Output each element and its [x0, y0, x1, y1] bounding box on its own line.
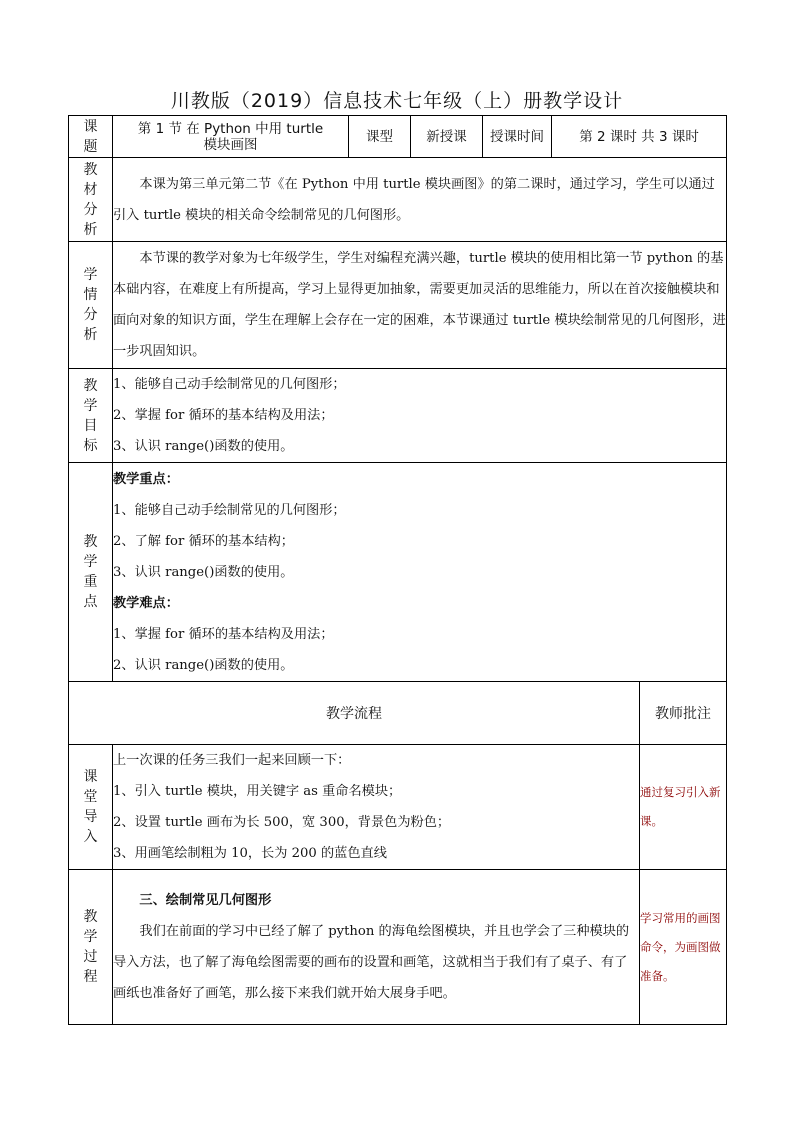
students-text: 本节课的教学对象为七年级学生，学生对编程充满兴趣，turtle 模块的使用相比第一节 python 的基本础内容，在难度上有所提高，学习上显得更加抽象，需要更加灵活的思维能力，所以在首次接触模块和面向对象的知识方面，学生在理解上会存在一定的困难，本节课通过 turtle 模块绘制常见的几何图形，进一步巩固知识。: [113, 242, 727, 369]
process-content: [113, 870, 640, 1025]
key-item: 2、了解 for 循环的基本结构；: [113, 533, 294, 549]
intro-note: 通过复习引入新课。: [640, 745, 727, 870]
topic-line-1: 第 1 节 在 Python 中用 turtle: [137, 120, 324, 137]
material-text: 本课为第三单元第二节《在 Python 中用 turtle 模块画图》的第二课时，通过学习，学生可以通过引入 turtle 模块的相关命令绘制常见的几何图形。: [113, 158, 727, 242]
lesson-plan-table: [68, 115, 727, 1025]
topic-line-2: 模块画图: [203, 136, 258, 153]
type-value: 新授课: [411, 116, 483, 158]
key-item: 1、能够自己动手绘制常见的几何图形；: [113, 502, 346, 518]
intro-line: 上一次课的任务三我们一起来回顾一下：: [113, 753, 351, 768]
goal-item: 2、掌握 for 循环的基本结构及用法；: [113, 408, 334, 423]
process-label: 教 学 过 程: [69, 870, 113, 1025]
difficulty-item: 1、掌握 for 循环的基本结构及用法；: [113, 626, 334, 642]
students-row: [69, 242, 727, 369]
key-item: 3、认识 range()函数的使用。: [113, 564, 294, 580]
comment-header: 教师批注: [640, 682, 727, 745]
intro-line: 2、设置 turtle 画布为长 500，宽 300，背景色为粉色；: [113, 815, 451, 830]
material-row: [69, 158, 727, 242]
intro-label: 课 堂 导 入: [69, 745, 113, 870]
keypoints-row: [69, 463, 727, 682]
process-row: [69, 870, 727, 1025]
flow-header-row: [69, 682, 727, 745]
intro-line: 3、用画笔绘制粗为 10，长为 200 的蓝色直线: [113, 846, 387, 861]
keypoints-content: [113, 463, 727, 682]
difficulty-item: 2、认识 range()函数的使用。: [113, 657, 294, 673]
intro-line: 1、引入 turtle 模块，用关键字 as 重命名模块；: [113, 784, 402, 799]
keypoints-label: 教 学 重 点: [69, 463, 113, 682]
header-row: [69, 116, 727, 158]
difficulty-heading: 教学难点：: [113, 595, 179, 611]
flow-header: 教学流程: [69, 682, 640, 745]
process-heading: 三、绘制常见几何图形: [139, 893, 272, 908]
intro-row: [69, 745, 727, 870]
goals-row: [69, 369, 727, 463]
material-label: 教 材 分 析: [69, 158, 113, 242]
document-title: 川教版（2019）信息技术七年级（上）册教学设计: [170, 90, 624, 112]
process-text: 我们在前面的学习中已经了解了 python 的海龟绘图模块，并且也学会了三种模块的导入方法，也了解了海龟绘图需要的画布的设置和画笔，这就相当于我们有了桌子、有了画纸也准备好了画笔，那么接下来我们就开始大展身手吧。: [113, 924, 630, 1001]
topic-value: [113, 116, 349, 158]
process-note: 学习常用的画图命令，为画图做准备。: [640, 870, 727, 1025]
topic-label: 课 题: [69, 116, 113, 158]
goals-label: 教 学 目 标: [69, 369, 113, 463]
goals-list: [113, 369, 727, 463]
period-value: 第 2 课时 共 3 课时: [552, 116, 727, 158]
students-label: 学 情 分 析: [69, 242, 113, 369]
goal-item: 1、能够自己动手绘制常见的几何图形；: [113, 377, 346, 392]
time-label: 授课时间: [483, 116, 552, 158]
goal-item: 3、认识 range()函数的使用。: [113, 439, 294, 454]
key-heading: 教学重点：: [113, 471, 179, 487]
type-label: 课型: [349, 116, 411, 158]
intro-content: [113, 745, 640, 870]
